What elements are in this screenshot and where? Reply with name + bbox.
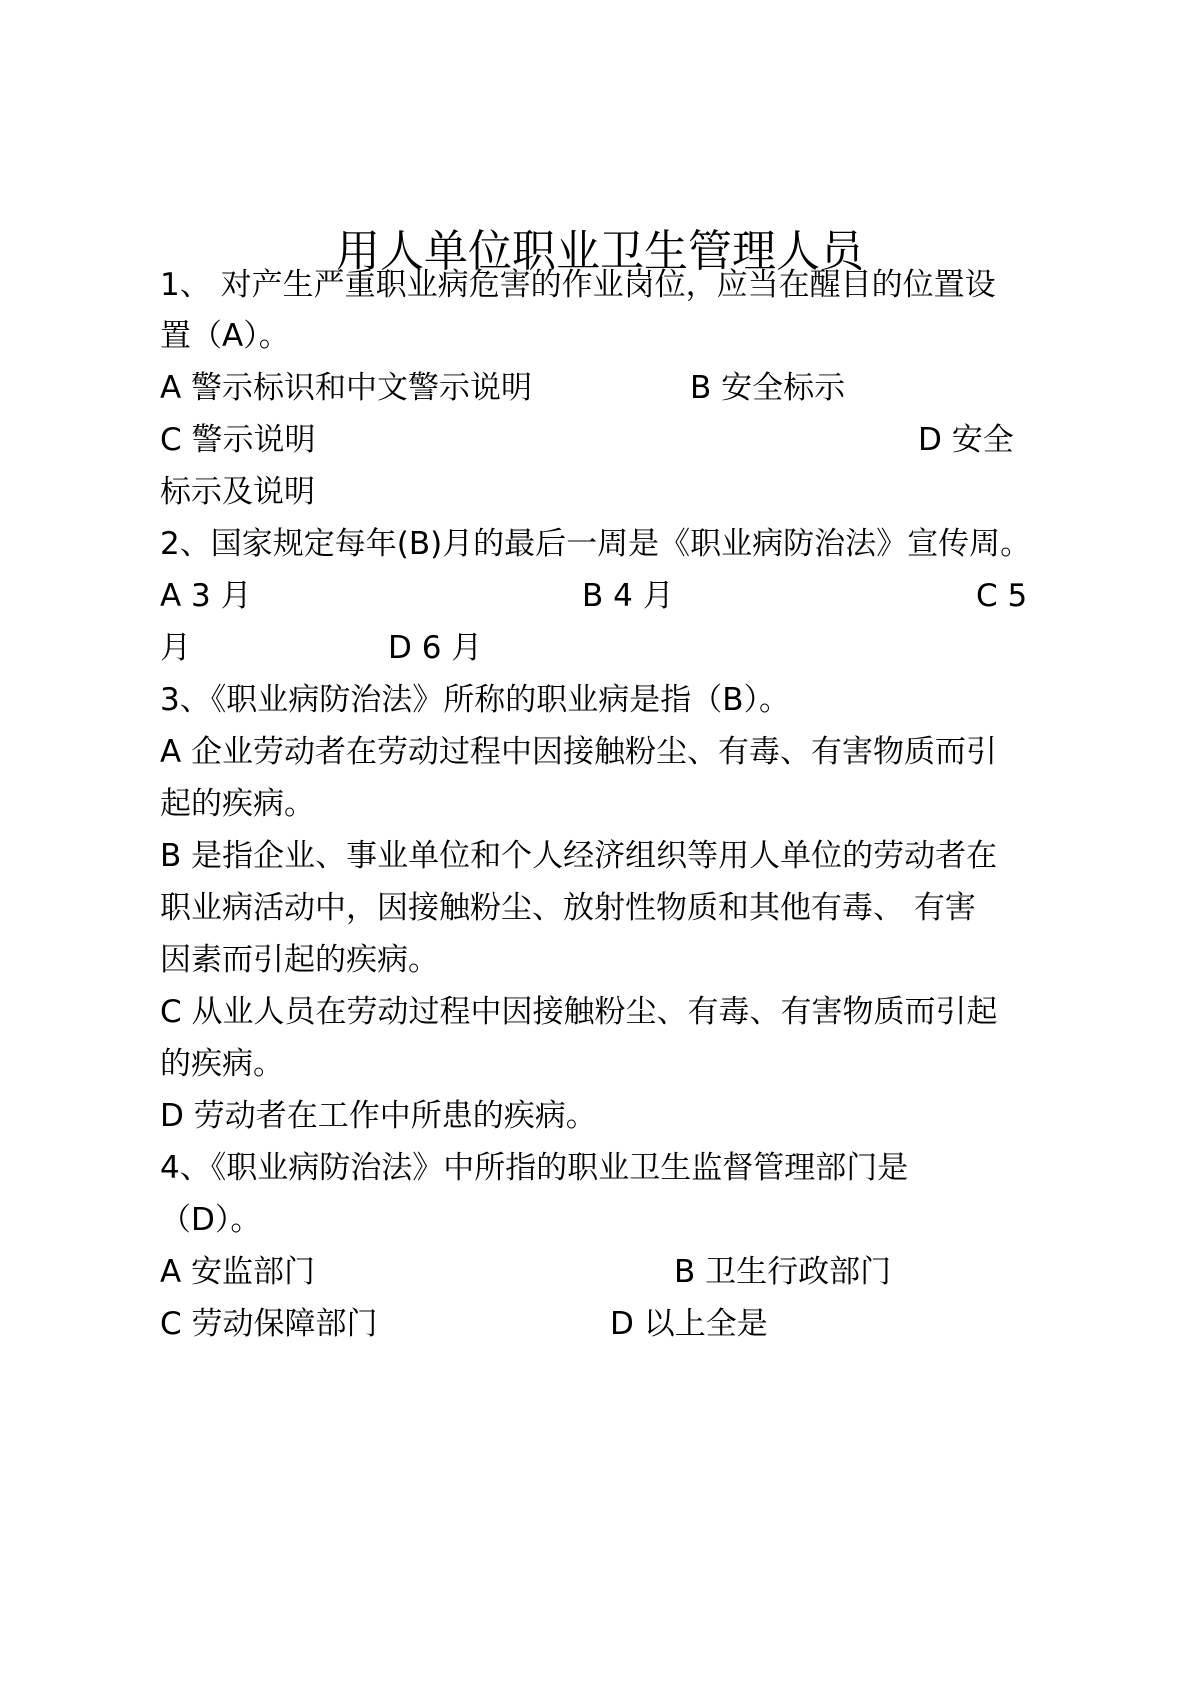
question-4-stem-line-1: 4、《职业病防治法》中所指的职业卫生监督管理部门是 xyxy=(160,1150,909,1186)
question-1-option-a: A 警示标识和中文警示说明 xyxy=(160,370,533,406)
question-3-option-a-line-1: A 企业劳动者在劳动过程中因接触粉尘、有毒、有害物质而引 xyxy=(160,734,998,770)
question-3-option-c-line-1: C 从业人员在劳动过程中因接触粉尘、有毒、有害物质而引起 xyxy=(160,994,998,1030)
document-title: 用人单位职业卫生管理人员 xyxy=(336,226,864,277)
question-3-option-d: D 劳动者在工作中所患的疾病。 xyxy=(160,1098,597,1134)
question-1-option-d-continued: 标示及说明 xyxy=(160,474,315,510)
question-4-option-b: B 卫生行政部门 xyxy=(674,1254,892,1290)
question-2-option-d: D 6 月 xyxy=(388,630,483,666)
question-2-option-b: B 4 月 xyxy=(582,578,674,614)
question-3-option-a-line-2: 起的疾病。 xyxy=(160,786,315,822)
question-2-option-c: C 5 xyxy=(976,578,1028,614)
question-3-option-b-line-1: B 是指企业、事业单位和个人经济组织等用人单位的劳动者在 xyxy=(160,838,998,874)
question-4-option-a: A 安监部门 xyxy=(160,1254,316,1290)
question-2-option-a: A 3 月 xyxy=(160,578,252,614)
question-3-option-c-line-2: 的疾病。 xyxy=(160,1046,284,1082)
question-1-option-b: B 安全标示 xyxy=(690,370,846,406)
question-4-stem-line-2: （D）。 xyxy=(160,1202,262,1238)
question-2-option-c-continued: 月 xyxy=(160,630,191,666)
question-1-option-d: D 安全 xyxy=(918,422,1014,458)
question-1-stem-line-2: 置（A）。 xyxy=(160,318,290,354)
question-3-stem: 3、《职业病防治法》所称的职业病是指（B）。 xyxy=(160,682,790,718)
question-4-option-c: C 劳动保障部门 xyxy=(160,1306,378,1342)
question-1-stem-line-1: 1、 对产生严重职业病危害的作业岗位，应当在醒目的位置设 xyxy=(160,267,996,303)
question-1-option-c: C 警示说明 xyxy=(160,422,316,458)
question-4-option-d: D 以上全是 xyxy=(610,1306,768,1342)
question-3-option-b-line-2: 职业病活动中，因接触粉尘、放射性物质和其他有毒、 有害 xyxy=(160,890,976,926)
question-2-stem: 2、国家规定每年(B)月的最后一周是《职业病防治法》宣传周。 xyxy=(160,526,1032,562)
question-3-option-b-line-3: 因素而引起的疾病。 xyxy=(160,942,439,978)
